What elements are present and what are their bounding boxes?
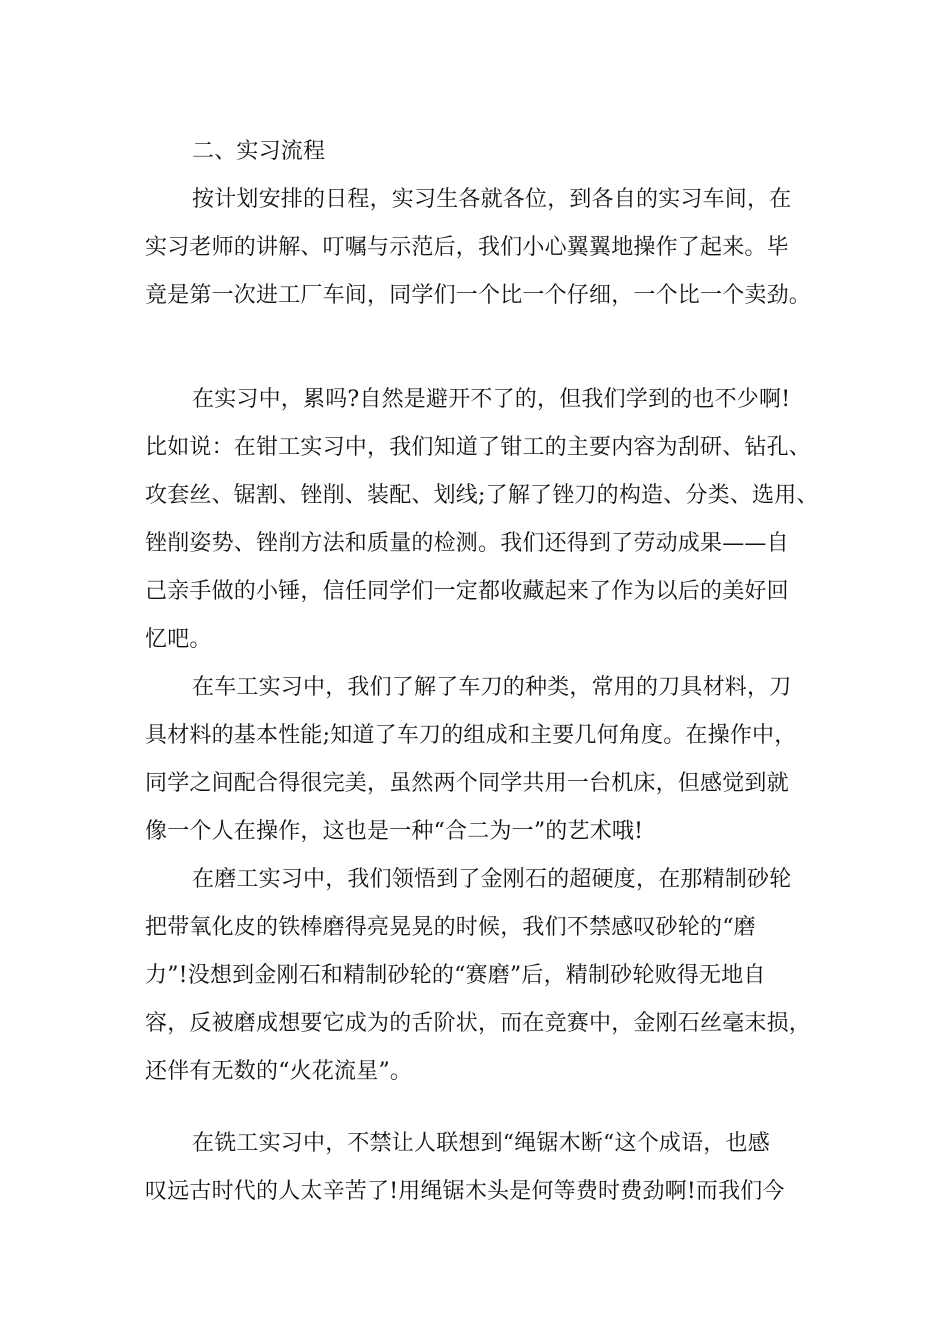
paragraph-3-line-4: 像一个人在操作，这也是一种“合二为一”的艺术哦! — [145, 819, 644, 844]
paragraph-1-line-3: 竟是第一次进工厂车间，同学们一个比一个仔细，一个比一个卖劲。 — [145, 283, 812, 308]
section-heading: 二、实习流程 — [192, 139, 326, 164]
paragraph-4-line-2: 把带氧化皮的铁棒磨得亮晃晃的时候，我们不禁感叹砂轮的“磨 — [145, 915, 756, 940]
paragraph-4-line-4: 容，反被磨成想要它成为的舌阶状，而在竞赛中，金刚石丝毫末损， — [145, 1011, 812, 1036]
paragraph-3-line-1: 在车工实习中，我们了解了车刀的种类，常用的刀具材料，刀 — [192, 675, 792, 700]
paragraph-2-line-6: 忆吧。 — [145, 627, 212, 652]
paragraph-4-line-5: 还伴有无数的“火花流星”。 — [145, 1059, 413, 1084]
paragraph-4-line-3: 力”!没想到金刚石和精制砂轮的“赛磨”后，精制砂轮败得无地自 — [145, 963, 766, 988]
paragraph-3-line-2: 具材料的基本性能;知道了车刀的组成和主要几何角度。在操作中， — [145, 723, 797, 748]
paragraph-2-line-5: 己亲手做的小锤，信任同学们一定都收藏起来了作为以后的美好回 — [145, 579, 789, 604]
paragraph-2-line-2: 比如说：在钳工实习中，我们知道了钳工的主要内容为刮研、钻孔、 — [145, 435, 812, 460]
paragraph-2-line-1: 在实习中，累吗?自然是避开不了的，但我们学到的也不少啊! — [192, 387, 791, 412]
paragraph-1-line-1: 按计划安排的日程，实习生各就各位，到各自的实习车间，在 — [192, 187, 792, 212]
paragraph-3-line-3: 同学之间配合得很完美，虽然两个同学共用一台机床，但感觉到就 — [145, 771, 789, 796]
paragraph-5-line-2: 叹远古时代的人太辛苦了!用绳锯木头是何等费时费劲啊!而我们今 — [145, 1179, 785, 1204]
paragraph-2-line-4: 锉削姿势、锉削方法和质量的检测。我们还得到了劳动成果——自 — [145, 531, 789, 556]
paragraph-2-line-3: 攻套丝、锯割、锉削、装配、划线;了解了锉刀的构造、分类、选用、 — [145, 483, 819, 508]
paragraph-1-line-2: 实习老师的讲解、叮嘱与示范后，我们小心翼翼地操作了起来。毕 — [145, 235, 789, 260]
paragraph-4-line-1: 在磨工实习中，我们领悟到了金刚石的超硬度，在那精制砂轮 — [192, 867, 792, 892]
paragraph-5-line-1: 在铣工实习中，不禁让人联想到“绳锯木断“这个成语，也感 — [192, 1131, 770, 1156]
